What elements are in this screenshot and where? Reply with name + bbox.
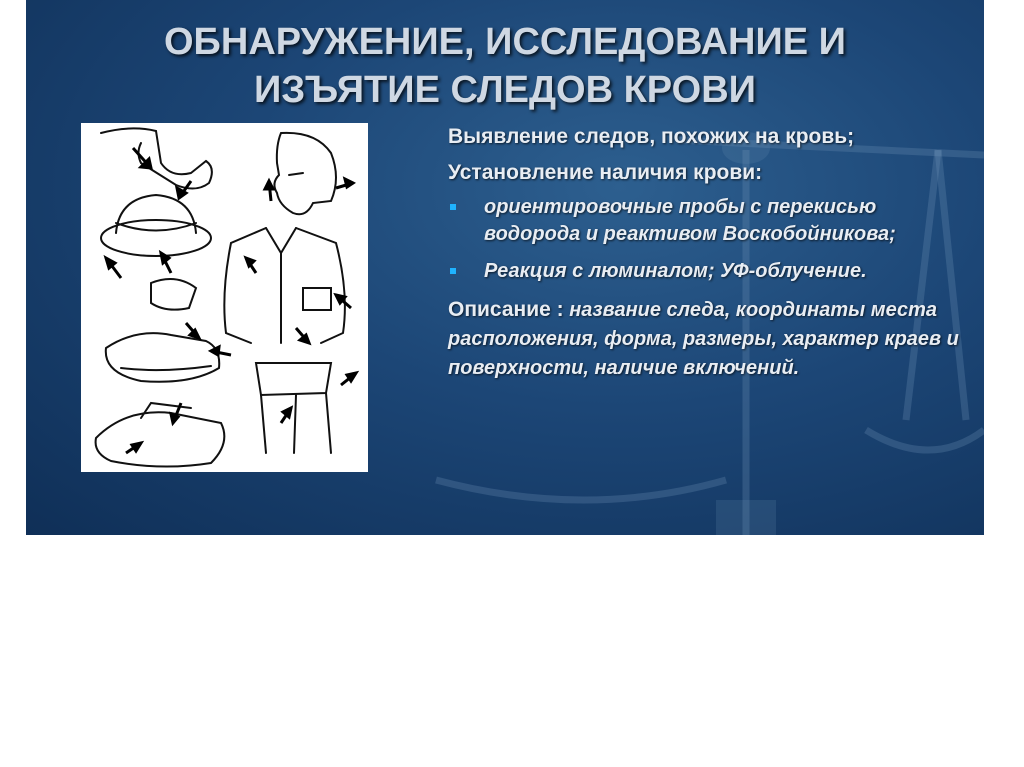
bullet-text: Реакция с люминалом; УФ-облучение. bbox=[484, 260, 867, 282]
establishment-heading: Установление наличия крови: bbox=[448, 161, 763, 184]
clothing-blood-traces-sketch-icon bbox=[81, 123, 368, 472]
bullet-list bbox=[448, 194, 968, 285]
slide-content bbox=[448, 122, 968, 383]
bullet-item bbox=[484, 194, 968, 248]
bullet-item bbox=[484, 258, 968, 285]
title-line-2: ИЗЪЯТИЕ СЛЕДОВ КРОВИ bbox=[254, 69, 756, 111]
detection-text: Выявление следов, похожих на кровь; bbox=[448, 125, 855, 148]
slide bbox=[26, 0, 984, 535]
title-line-1: ОБНАРУЖЕНИЕ, ИССЛЕДОВАНИЕ И bbox=[164, 21, 846, 63]
illustration bbox=[81, 123, 368, 472]
description-paragraph bbox=[448, 295, 968, 383]
bullet-text: ориентировочные пробы с перекисью водорода и реактивом Воскобойникова; bbox=[484, 196, 896, 245]
slide-title bbox=[26, 18, 984, 114]
description-heading: Описание : bbox=[448, 298, 564, 321]
bullet-square-icon bbox=[450, 204, 456, 210]
bullet-square-icon bbox=[450, 268, 456, 274]
description-body: название следа, координаты места расположения, форма, размеры, характер краев и поверхности, наличие включений. bbox=[448, 299, 959, 379]
